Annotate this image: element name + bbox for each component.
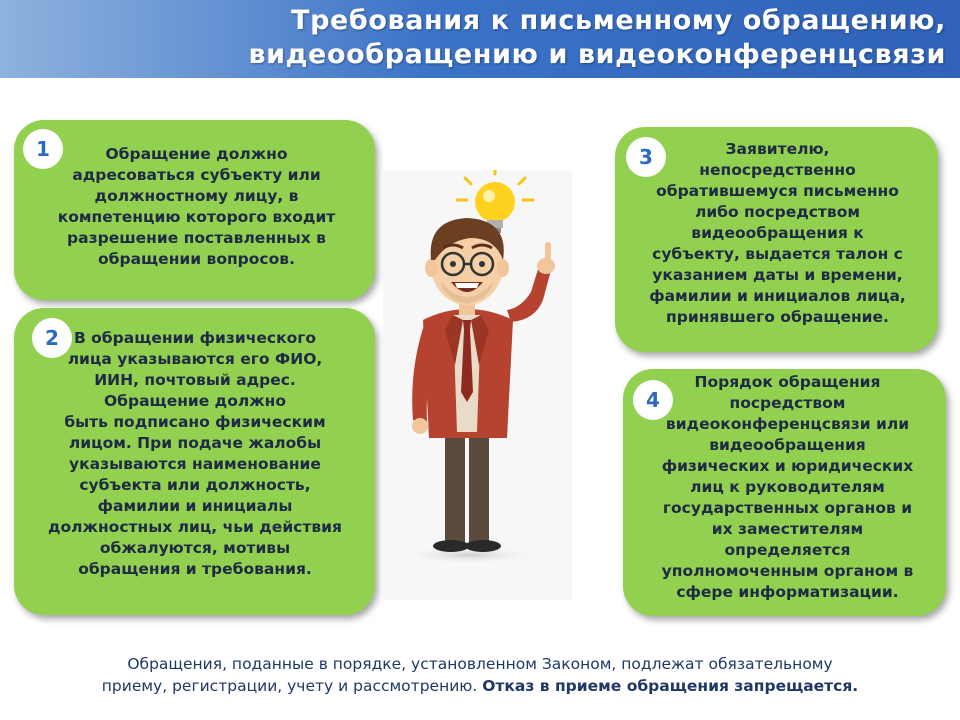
card-2-line: лица указываются его ФИО,: [67, 350, 323, 368]
requirement-card-4: [623, 369, 946, 616]
requirement-card-1: [14, 120, 375, 300]
person-with-idea-illustration: [383, 170, 572, 600]
card-2-text: [30, 328, 360, 580]
card-1-text: [34, 144, 359, 270]
card-4-line: физических и юридических: [661, 457, 914, 475]
card-4-line: сфере информатизации.: [676, 583, 899, 601]
card-2-line: должностных лиц, чьи действия: [48, 518, 342, 536]
card-4-line: их заместителям: [711, 520, 864, 538]
page-title: [46, 4, 946, 72]
card-4-text: [635, 372, 940, 603]
card-4-line: видеообращения: [709, 436, 866, 454]
card-3-line: Заявителю,: [725, 140, 830, 158]
requirement-card-3: [615, 127, 938, 352]
footer-note: [10, 653, 950, 697]
card-2-line: быть подписано физическим: [64, 413, 326, 431]
card-2-line: ИИН, почтовый адрес.: [94, 371, 296, 389]
card-2-line: В обращении физического: [73, 329, 317, 347]
number-badge-1: 1: [23, 129, 63, 169]
number-badge-3: 3: [626, 137, 666, 177]
card-2-line: фамилии и инициалы: [97, 497, 293, 515]
person-illustration-svg: [383, 170, 572, 600]
card-4-line: уполномоченным органом в: [661, 562, 914, 580]
card-3-line: принявшего обращение.: [666, 308, 889, 326]
card-1-line: обращении вопросов.: [98, 250, 295, 268]
header: [0, 0, 960, 78]
card-4-line: видеоконференцсвязи или: [665, 415, 910, 433]
number-badge-2: 2: [32, 318, 72, 358]
card-2-line: Обращение должно: [104, 392, 286, 410]
card-3-line: обратившемуся письменно: [656, 182, 899, 200]
footer-line-2-bold: Отказ в приеме обращения запрещается.: [482, 677, 859, 695]
card-1-line: компетенцию которого входит: [57, 208, 336, 226]
footer-line-1: Обращения, поданные в порядке, установленном Законом, подлежат обязательному: [127, 655, 833, 673]
footer-line-2-normal: приему, регистрации, учету и рассмотрению.: [101, 677, 478, 695]
card-1-line: разрешение поставленных в: [67, 229, 326, 247]
card-2-line: субъекта или должность,: [79, 476, 311, 494]
card-3-line: субъекту, выдается талон с: [652, 245, 903, 263]
card-3-line: либо посредством: [694, 203, 861, 221]
card-1-line: адресоваться субъекту или: [72, 166, 321, 184]
card-4-line: определяется: [724, 541, 851, 559]
card-2-line: обращения и требования.: [78, 560, 312, 578]
number-badge-4: 4: [633, 380, 673, 420]
card-4-line: Порядок обращения: [694, 373, 881, 391]
card-1-line: должностному лицу, в: [94, 187, 299, 205]
card-2-line: указываются наименование: [69, 455, 321, 473]
card-3-line: видеообращения к: [691, 224, 864, 242]
requirement-card-2: [14, 308, 375, 615]
card-3-line: непосредственно: [699, 161, 856, 179]
card-3-line: фамилии и инициалов лица,: [649, 287, 906, 305]
page-title-line-2: видеообращению и видеоконференцсвязи: [248, 39, 946, 70]
card-3-text: [625, 139, 930, 328]
card-2-line: лицом. При подаче жалобы: [68, 434, 322, 452]
card-1-line: Обращение должно: [105, 145, 288, 163]
card-4-line: государственных органов и: [662, 499, 913, 517]
card-2-line: обжалуются, мотивы: [99, 539, 291, 557]
footer-line-2: [10, 675, 950, 697]
card-4-line: лиц к руководителям: [690, 478, 885, 496]
card-4-line: посредством: [729, 394, 846, 412]
page-title-line-1: Требования к письменному обращению,: [291, 5, 946, 36]
card-3-line: указанием даты и времени,: [652, 266, 903, 284]
